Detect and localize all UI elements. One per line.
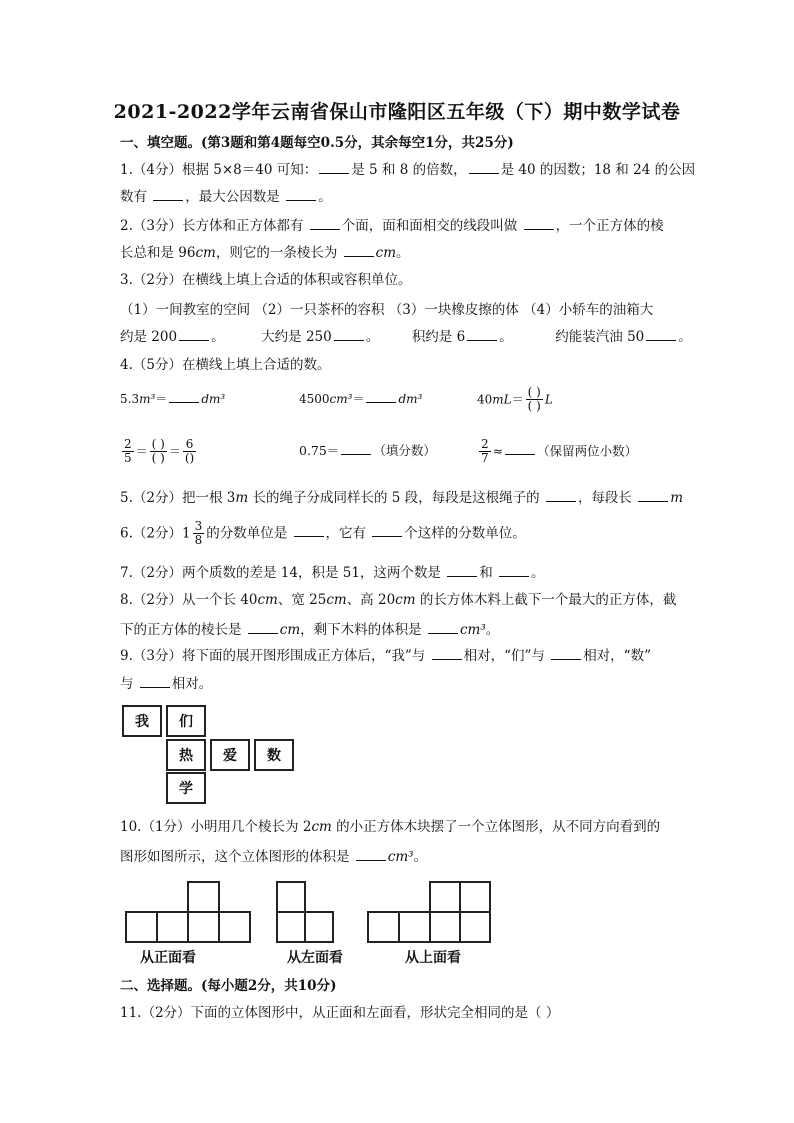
cube-net-cell: 学 (166, 772, 206, 804)
q4-fraction-to-decimal: $\frac{2}{7}$ ≈ （保留两位小数） (481, 437, 638, 465)
question-9-line-2: 与 相对。 (120, 676, 213, 692)
fraction: $\frac{( )}{( )}$ (151, 437, 165, 465)
q4-equivalent-fractions: $\frac{2}{5}$ ＝ $\frac{( )}{( )}$ ＝ $\frac{6}{()}$ (124, 437, 195, 465)
question-2-line-1: 2.（3分）长方体和正方体都有 个面，面和面相交的线段叫做 ，一个正方体的棱 (120, 218, 664, 234)
question-4-prompt: 4.（5分）在横线上填上合适的数。 (120, 357, 331, 373)
fraction: $\frac{6}{()}$ (184, 437, 195, 465)
section-1-heading: 一、填空题。(第3题和第4题每空0.5分，其余每空1分，共25分) (120, 135, 514, 151)
top-view-label: 从上面看 (405, 950, 461, 966)
left-view-label: 从左面看 (287, 950, 343, 966)
question-2-line-2: 长总和是 96cm，则它的一条棱长为 cm。 (120, 245, 410, 261)
section-2-heading: 二、选择题。(每小题2分，共10分) (120, 978, 337, 994)
question-3-items: （1）一间教室的空间 （2）一只茶杯的容积 （3）一块橡皮擦的体 （4）小轿车的油箱大 (120, 302, 654, 318)
fraction: $\frac{2}{5}$ (124, 437, 132, 465)
fraction: $\frac{( )}{( )}$ (527, 385, 541, 413)
left-view-drawing (277, 882, 333, 942)
question-11: 11.（2分）下面的立体图形中，从正面和左面看，形状完全相同的是（ ） (120, 1005, 560, 1021)
question-5: 5.（2分）把一根 3m 长的绳子分成同样长的 5 段，每段是这根绳子的 ，每段长 m (120, 490, 684, 506)
question-8-line-2: 下的正方体的棱长是 cm，剩下木料的体积是 cm³。 (120, 622, 500, 638)
question-1-line-1: 1.（4分）根据 5×8＝40 可知： 是 5 和 8 的倍数， 是 40 的因数；18 和 24 的公因 (120, 162, 696, 178)
page-title: 2021-2022学年云南省保山市隆阳区五年级（下）期中数学试卷 (113, 101, 681, 123)
question-8-line-1: 8.（2分）从一个长 40cm、宽 25cm、高 20cm 的长方体木料上截下一个最大的正方体，截 (120, 592, 677, 608)
cube-net-cell: 们 (166, 705, 206, 737)
fraction: $\frac{3}{8}$ (194, 519, 203, 547)
fraction: $\frac{2}{7}$ (481, 437, 489, 465)
question-3-prompt: 3.（2分）在横线上填上合适的体积或容积单位。 (120, 272, 412, 288)
top-view-drawing (368, 882, 490, 942)
front-view-label: 从正面看 (140, 950, 196, 966)
question-7: 7.（2分）两个质数的差是 14，积是 51，这两个数是 和 。 (120, 565, 545, 581)
question-10-line-1: 10.（1分）小明用几个棱长为 2cm 的小正方体木块摆了一个立体图形，从不同方向看到的 (120, 819, 661, 835)
q4-conversion-2: 4500cm³＝ dm³ (299, 392, 423, 406)
cube-net-cell: 我 (122, 705, 162, 737)
question-3-answers: 约是 200 。 大约是 250 。 积约是 6 。 约能装汽油 50 。 (120, 329, 692, 345)
cube-net-cell: 热 (166, 739, 206, 771)
question-6: 6.（2分）1 $\frac{3}{8}$ 的分数单位是 ，它有 个这样的分数单位。 (120, 519, 526, 547)
question-10-line-2: 图形如图所示，这个立体图形的体积是 cm³。 (120, 849, 428, 865)
q4-decimal-to-fraction: 0.75＝ （填分数） (299, 443, 436, 458)
q4-conversion-1: 5.3m³＝ dm³ (120, 392, 226, 406)
front-view-drawing (126, 882, 250, 942)
cube-net-cell: 爱 (210, 739, 250, 771)
question-1-line-2: 数有 ，最大公因数是 。 (120, 189, 332, 205)
cube-net-cell: 数 (254, 739, 294, 771)
q4-conversion-3: 40mL＝ $\frac{( )}{( )}$ L (477, 385, 553, 413)
question-9-line-1: 9.（3分）将下面的展开图形围成正方体后，“我”与 相对，“们”与 相对，“数” (120, 648, 651, 664)
